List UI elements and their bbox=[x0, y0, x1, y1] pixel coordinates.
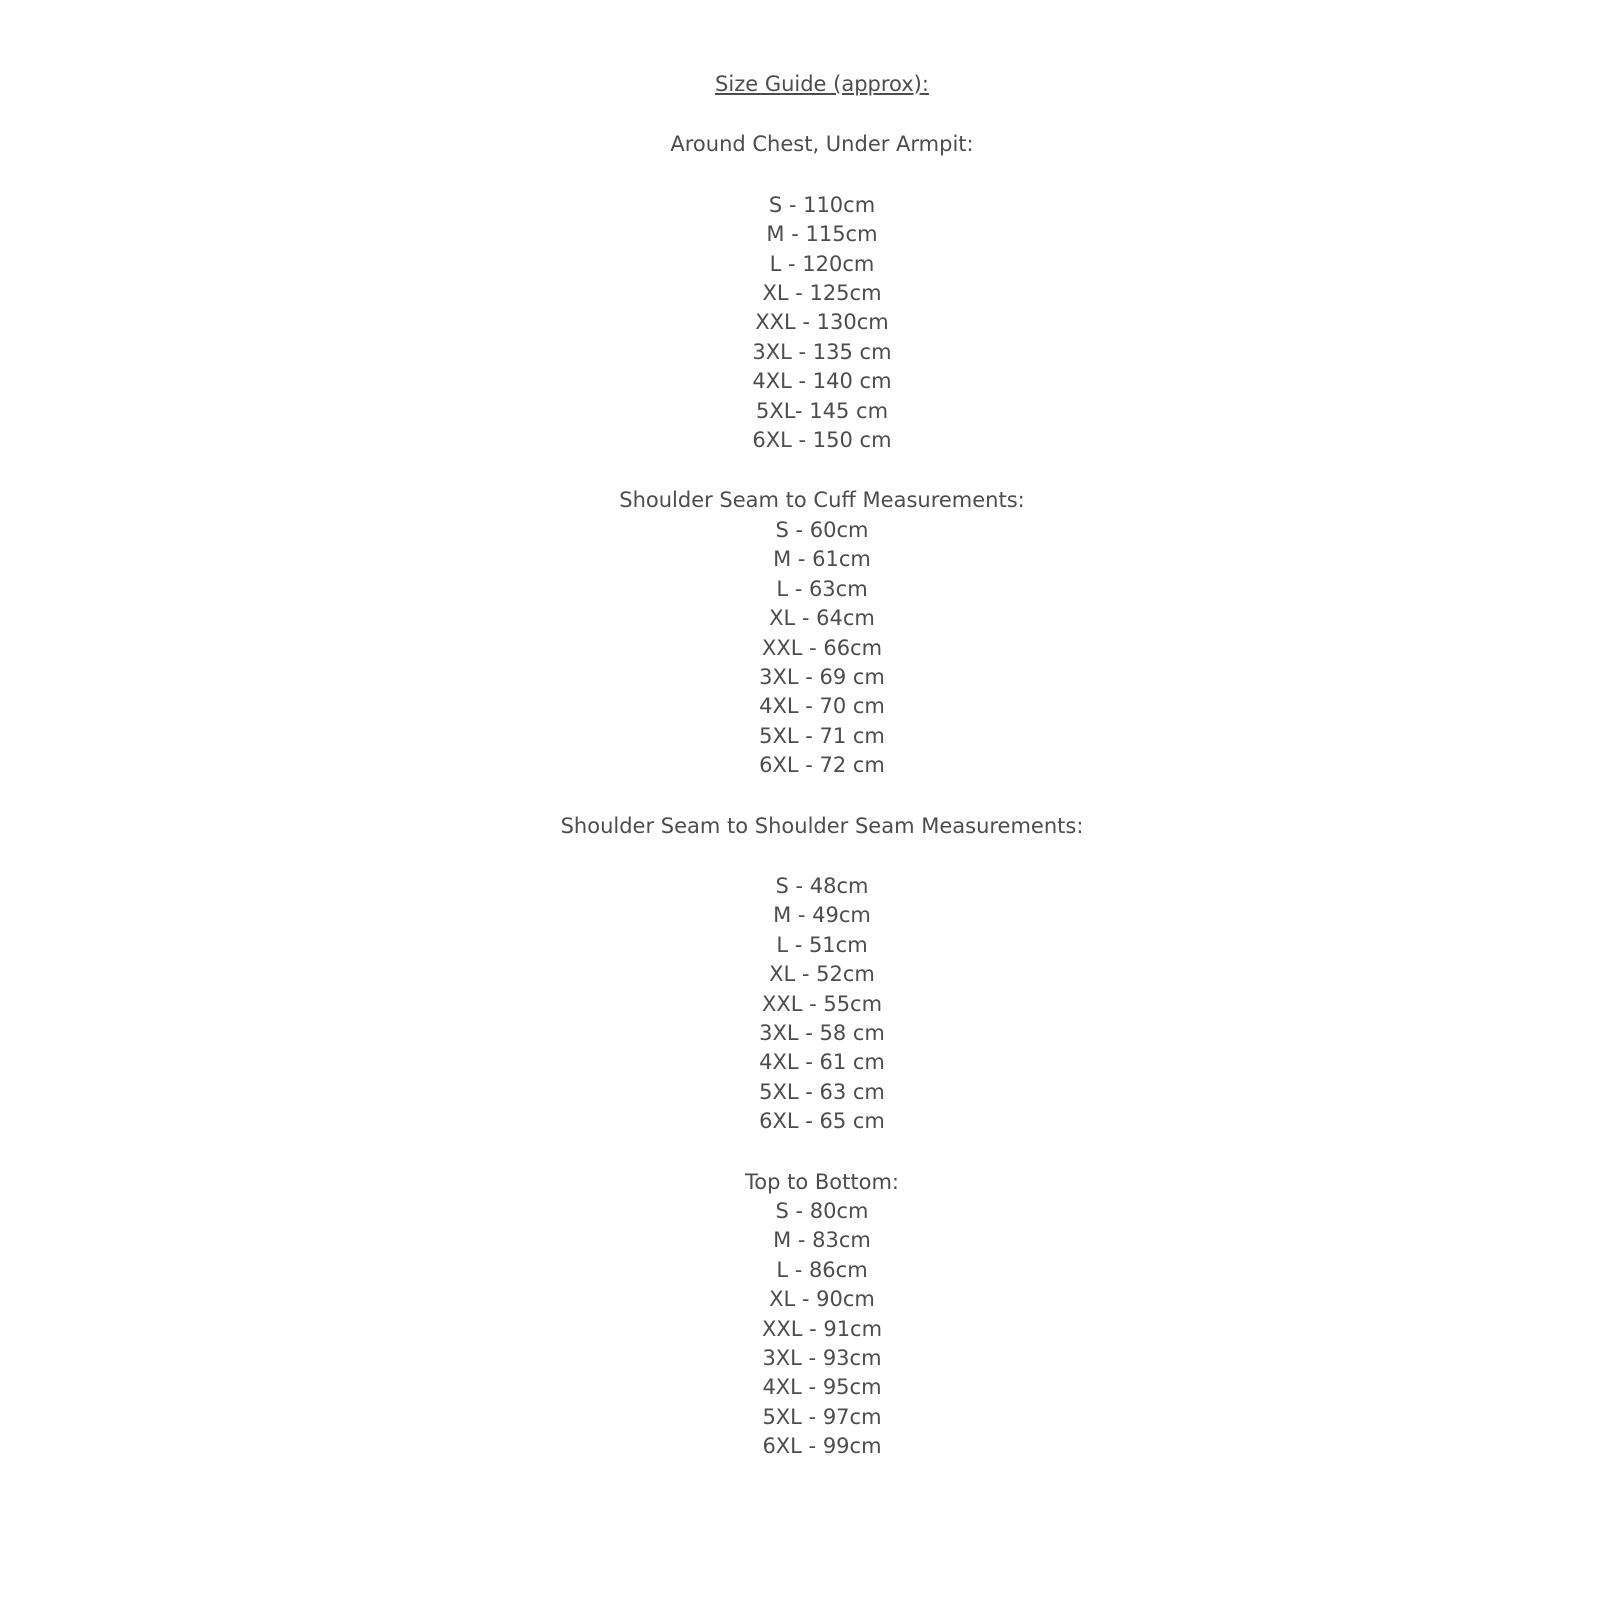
measurement-item: L - 51cm bbox=[776, 932, 868, 957]
page-title: Size Guide (approx): bbox=[715, 72, 929, 96]
section-heading: Shoulder Seam to Cuff Measurements: bbox=[619, 488, 1025, 513]
measurement-item: 5XL - 63 cm bbox=[759, 1079, 885, 1104]
measurement-list bbox=[44, 486, 1600, 780]
measurement-item: XXL - 66cm bbox=[761, 635, 883, 660]
measurement-item: 3XL - 69 cm bbox=[759, 664, 885, 689]
measurement-item: 3XL - 58 cm bbox=[759, 1020, 885, 1045]
measurement-item: 4XL - 95cm bbox=[762, 1375, 882, 1400]
measurement-item: L - 63cm bbox=[776, 576, 868, 601]
measurement-item: 6XL - 72 cm bbox=[759, 753, 885, 778]
measurement-list bbox=[44, 872, 1600, 1137]
section-heading: Top to Bottom: bbox=[745, 1169, 899, 1194]
section-heading: Around Chest, Under Armpit: bbox=[670, 132, 974, 157]
measurement-item: 6XL - 99cm bbox=[762, 1434, 882, 1459]
measurement-item: L - 86cm bbox=[776, 1257, 868, 1282]
measurement-item: XL - 125cm bbox=[762, 281, 882, 306]
section-heading-paragraph bbox=[44, 130, 1600, 159]
measurement-item: 5XL- 145 cm bbox=[755, 398, 889, 423]
section-heading: Shoulder Seam to Shoulder Seam Measurements: bbox=[560, 813, 1084, 838]
measurement-item: XXL - 55cm bbox=[761, 991, 883, 1016]
measurement-item: XXL - 130cm bbox=[755, 310, 889, 335]
title-paragraph bbox=[44, 70, 1600, 99]
measurement-item: L - 120cm bbox=[769, 251, 875, 276]
measurement-item: 6XL - 65 cm bbox=[759, 1109, 885, 1134]
measurement-item: S - 80cm bbox=[775, 1199, 869, 1223]
measurement-list bbox=[44, 191, 1600, 456]
measurement-item: 6XL - 150 cm bbox=[752, 428, 892, 453]
measurement-item: S - 48cm bbox=[775, 873, 869, 898]
size-section bbox=[44, 812, 1600, 1137]
size-section bbox=[44, 1168, 1600, 1462]
measurement-item: S - 60cm bbox=[775, 517, 869, 542]
measurement-list bbox=[44, 1168, 1600, 1462]
measurement-item: M - 49cm bbox=[773, 903, 871, 928]
measurement-item: 5XL - 71 cm bbox=[759, 723, 885, 748]
measurement-item: XXL - 91cm bbox=[761, 1316, 883, 1341]
measurement-item: 5XL - 97cm bbox=[762, 1404, 882, 1429]
section-heading-paragraph bbox=[44, 812, 1600, 841]
measurement-item: 3XL - 135 cm bbox=[752, 339, 892, 364]
measurement-item: M - 83cm bbox=[773, 1228, 871, 1253]
measurement-item: 4XL - 70 cm bbox=[759, 694, 885, 719]
measurement-item: 4XL - 61 cm bbox=[759, 1050, 885, 1075]
size-section bbox=[44, 130, 1600, 455]
measurement-item: XL - 90cm bbox=[769, 1287, 875, 1312]
size-sections bbox=[44, 130, 1600, 1461]
measurement-item: XL - 64cm bbox=[769, 606, 875, 631]
measurement-item: M - 61cm bbox=[773, 547, 871, 572]
measurement-item: 4XL - 140 cm bbox=[752, 369, 892, 394]
measurement-item: M - 115cm bbox=[766, 222, 878, 247]
measurement-item: 3XL - 93cm bbox=[762, 1346, 882, 1371]
measurement-item: XL - 52cm bbox=[769, 962, 875, 987]
size-section bbox=[44, 486, 1600, 780]
measurement-item: S - 110cm bbox=[768, 192, 876, 217]
